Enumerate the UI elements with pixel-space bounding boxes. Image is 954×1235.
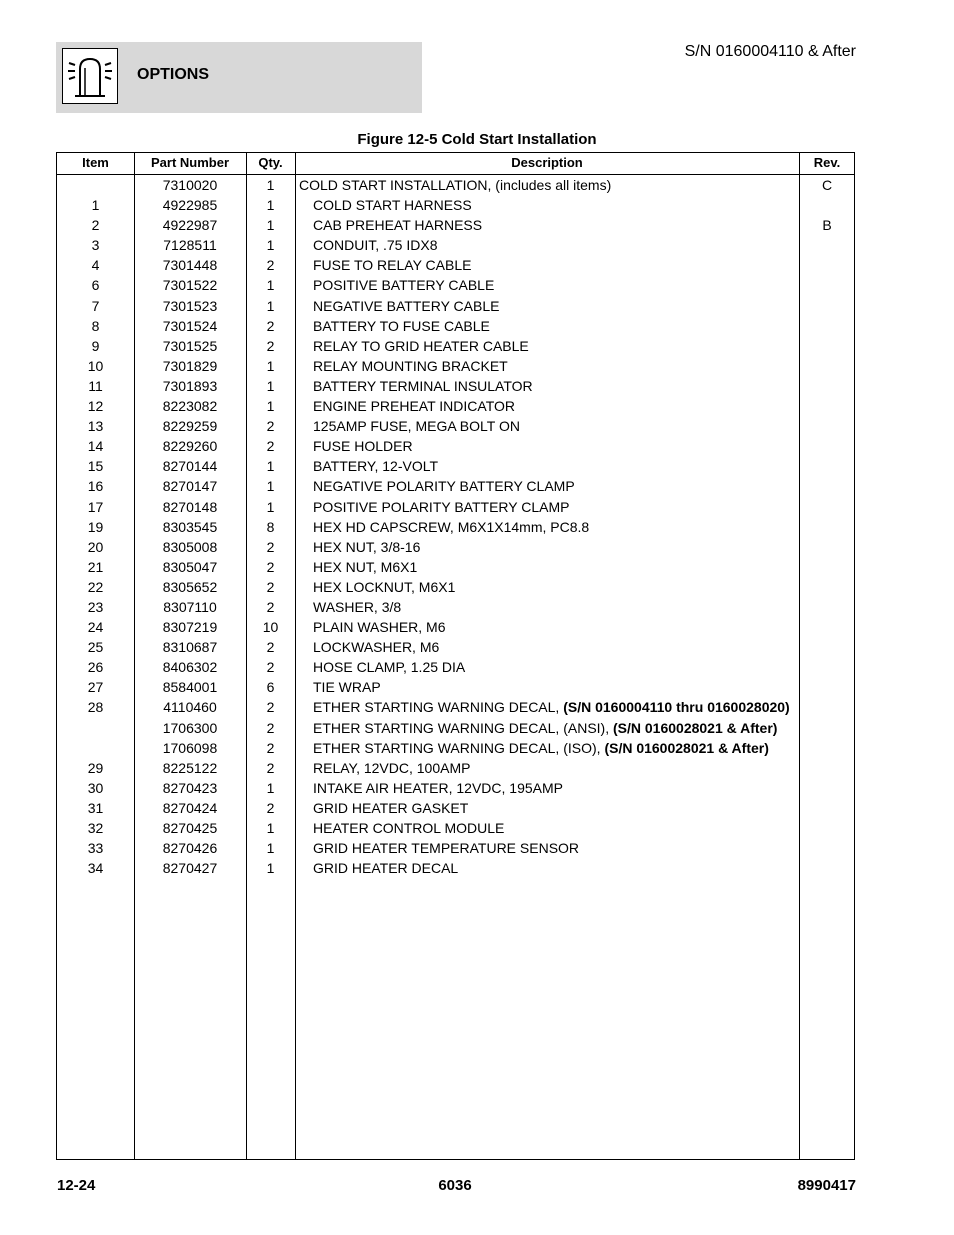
description-text: FUSE HOLDER — [313, 438, 413, 455]
description-cell — [313, 659, 465, 675]
table-row — [57, 819, 854, 839]
table-row — [57, 337, 854, 357]
description-text: COLD START INSTALLATION, (includes all items) — [299, 177, 612, 193]
qty-cell: 2 — [266, 659, 275, 676]
part-number-cell: 7301522 — [162, 277, 218, 294]
description-text: RELAY MOUNTING BRACKET — [313, 357, 508, 374]
qty-cell: 2 — [266, 578, 275, 595]
description-text: NEGATIVE BATTERY CABLE — [313, 297, 500, 314]
item-cell: 27 — [87, 679, 104, 696]
description-text: HOSE CLAMP, 1.25 DIA — [313, 659, 466, 676]
part-number-cell: 7310020 — [162, 177, 218, 193]
description-cell — [313, 217, 482, 233]
description-cell — [313, 679, 381, 695]
description-text: RELAY TO GRID HEATER CABLE — [313, 337, 529, 354]
table-row — [57, 457, 854, 477]
part-number-cell: 8584001 — [162, 679, 218, 696]
part-number-cell: 8270423 — [162, 779, 218, 796]
description-cell — [313, 860, 458, 876]
part-number-cell: 8307219 — [162, 619, 218, 636]
qty-cell: 1 — [266, 458, 275, 475]
table-body — [57, 176, 854, 879]
description-cell — [313, 438, 413, 454]
item-cell: 34 — [87, 860, 104, 877]
description-text: GRID HEATER DECAL — [313, 860, 459, 877]
item-cell: 24 — [87, 619, 104, 636]
item-cell: 32 — [87, 820, 104, 836]
qty-cell: 2 — [266, 739, 275, 756]
description-cell — [313, 338, 529, 354]
serial-range-note: (S/N 0160004110 thru 0160028020) — [563, 699, 790, 716]
table-row — [57, 799, 854, 819]
part-number-cell: 8270147 — [162, 478, 218, 495]
qty-cell: 8 — [266, 518, 275, 535]
column-header-item: Item — [82, 155, 109, 170]
column-header-description: Description — [511, 155, 583, 170]
table-row — [57, 739, 854, 759]
part-number-cell: 8229259 — [162, 418, 218, 435]
table-row — [57, 176, 854, 196]
description-cell — [313, 720, 777, 736]
description-text: 125AMP FUSE, MEGA BOLT ON — [313, 418, 520, 435]
column-header-qty: Qty. — [258, 155, 283, 170]
part-number-cell: 8270424 — [162, 799, 218, 816]
table-row — [57, 377, 854, 397]
description-text: INTAKE AIR HEATER, 12VDC, 195AMP — [313, 779, 564, 796]
serial-note: S/N 0160004110 & After — [684, 43, 856, 60]
description-text: LOCKWASHER, M6 — [313, 639, 440, 656]
table-row — [57, 618, 854, 638]
part-number-cell: 8223082 — [162, 398, 218, 415]
item-cell: 7 — [91, 297, 100, 314]
part-number-cell: 7301524 — [162, 317, 218, 334]
part-number-cell: 7128511 — [163, 237, 217, 254]
part-number-cell: 4110460 — [163, 699, 217, 716]
serial-range-note: (S/N 0160028021 & After) — [604, 739, 769, 756]
description-cell — [313, 257, 471, 273]
item-cell: 1 — [91, 197, 100, 214]
footer-page-number: 12-24 — [57, 1177, 96, 1194]
description-text: POSITIVE BATTERY CABLE — [313, 277, 495, 294]
description-cell — [313, 760, 470, 776]
item-cell: 2 — [91, 217, 100, 234]
footer-model: 6036 — [438, 1177, 472, 1194]
part-number-cell: 8225122 — [162, 759, 218, 776]
qty-cell: 1 — [266, 860, 275, 877]
column-header-part-number: Part Number — [150, 155, 230, 170]
item-cell: 9 — [91, 337, 100, 354]
description-cell — [313, 639, 439, 655]
item-cell: 17 — [87, 498, 104, 515]
qty-cell: 2 — [266, 598, 275, 615]
description-text: HEX NUT, M6X1 — [313, 558, 418, 575]
description-text: HEX LOCKNUT, M6X1 — [313, 578, 456, 595]
qty-cell: 1 — [266, 779, 275, 796]
table-row — [57, 236, 854, 256]
part-number-cell: 8305047 — [162, 558, 218, 575]
description-cell — [313, 318, 490, 334]
qty-cell: 1 — [266, 177, 275, 193]
table-row — [57, 297, 854, 317]
description-text: PLAIN WASHER, M6 — [313, 619, 446, 636]
table-row — [57, 437, 854, 457]
table-row — [57, 638, 854, 658]
qty-cell: 2 — [266, 418, 275, 435]
description-cell — [313, 740, 769, 756]
part-number-cell: 8270144 — [162, 458, 218, 475]
part-number-cell: 7301525 — [162, 337, 218, 354]
description-text: COLD START HARNESS — [313, 197, 472, 214]
description-text: BATTERY, 12-VOLT — [313, 458, 439, 475]
qty-cell: 2 — [266, 337, 275, 354]
item-cell: 21 — [87, 558, 104, 575]
description-text: HEATER CONTROL MODULE — [313, 820, 505, 836]
item-cell: 20 — [87, 538, 104, 555]
item-cell: 33 — [87, 840, 104, 857]
table-row — [57, 397, 854, 417]
description-cell — [313, 298, 499, 314]
table-row — [57, 357, 854, 377]
qty-cell: 2 — [266, 438, 275, 455]
table-row — [57, 839, 854, 859]
description-text: FUSE TO RELAY CABLE — [313, 257, 472, 274]
item-cell: 8 — [91, 317, 100, 334]
part-number-cell: 8270148 — [162, 498, 218, 515]
description-text: WASHER, 3/8 — [313, 598, 402, 615]
description-cell — [313, 478, 575, 494]
qty-cell: 1 — [266, 498, 275, 515]
part-number-cell: 8229260 — [162, 438, 218, 455]
table-row — [57, 216, 854, 236]
footer-manual-number: 8990417 — [797, 1177, 856, 1194]
part-number-cell: 8307110 — [163, 598, 217, 615]
qty-cell: 2 — [266, 719, 275, 736]
item-cell: 16 — [87, 478, 104, 495]
description-text: CONDUIT, .75 IDX8 — [313, 237, 438, 254]
description-cell — [313, 277, 494, 293]
description-cell — [299, 177, 611, 193]
header-divider — [57, 174, 854, 175]
item-cell: 31 — [87, 799, 104, 816]
qty-cell: 1 — [266, 277, 275, 294]
qty-cell: 10 — [262, 619, 279, 636]
description-text: ETHER STARTING WARNING DECAL, (ISO), — [313, 739, 605, 756]
part-number-cell: 1706300 — [162, 719, 218, 736]
item-cell: 12 — [87, 398, 104, 415]
part-number-cell: 8305008 — [162, 538, 218, 555]
item-cell: 14 — [87, 438, 104, 455]
rev-cell: C — [821, 177, 833, 193]
item-cell: 4 — [91, 257, 100, 274]
item-cell: 22 — [87, 578, 104, 595]
item-cell: 13 — [87, 418, 104, 435]
description-cell — [313, 499, 569, 515]
part-number-cell: 8270425 — [162, 820, 218, 836]
description-text: RELAY, 12VDC, 100AMP — [313, 759, 471, 776]
description-text: GRID HEATER TEMPERATURE SENSOR — [313, 840, 580, 857]
table-row — [57, 498, 854, 518]
part-number-cell: 4922985 — [162, 197, 218, 214]
qty-cell: 2 — [266, 759, 275, 776]
description-cell — [313, 418, 520, 434]
description-text: ENGINE PREHEAT INDICATOR — [313, 398, 515, 415]
part-number-cell: 4922987 — [162, 217, 218, 234]
description-cell — [313, 559, 417, 575]
description-cell — [313, 820, 504, 836]
description-cell — [313, 800, 468, 816]
serial-range-note: (S/N 0160028021 & After) — [613, 719, 778, 736]
qty-cell: 1 — [266, 478, 275, 495]
description-text: CAB PREHEAT HARNESS — [313, 217, 483, 234]
table-row — [57, 759, 854, 779]
qty-cell: 2 — [266, 558, 275, 575]
item-cell: 25 — [87, 639, 104, 656]
qty-cell: 6 — [266, 679, 275, 696]
description-cell — [313, 519, 589, 535]
rev-cell: B — [822, 217, 832, 234]
part-number-cell: 8406302 — [162, 659, 218, 676]
column-header-rev: Rev. — [813, 155, 841, 170]
item-cell: 26 — [87, 659, 104, 676]
table-row — [57, 276, 854, 296]
description-text: ETHER STARTING WARNING DECAL, (ANSI), — [313, 719, 613, 736]
description-cell — [313, 699, 790, 715]
item-cell: 6 — [91, 277, 100, 294]
table-row — [57, 719, 854, 739]
part-number-cell: 8270427 — [162, 860, 218, 877]
table-row — [57, 698, 854, 718]
qty-cell: 1 — [266, 297, 275, 314]
description-text: NEGATIVE POLARITY BATTERY CLAMP — [313, 478, 575, 495]
qty-cell: 1 — [266, 237, 275, 254]
description-cell — [313, 197, 472, 213]
description-cell — [313, 398, 515, 414]
part-number-cell: 8303545 — [162, 518, 218, 535]
table-row — [57, 598, 854, 618]
table-row — [57, 658, 854, 678]
qty-cell: 2 — [266, 538, 275, 555]
qty-cell: 2 — [266, 317, 275, 334]
description-text: POSITIVE POLARITY BATTERY CLAMP — [313, 498, 570, 515]
qty-cell: 1 — [266, 197, 275, 214]
figure-title: Figure 12-5 Cold Start Installation — [357, 131, 597, 148]
options-beacon-icon — [62, 48, 118, 104]
part-number-cell: 8310687 — [162, 639, 218, 656]
part-number-cell: 7301523 — [162, 297, 218, 314]
description-cell — [313, 237, 437, 253]
item-cell: 30 — [87, 779, 104, 796]
item-cell: 15 — [87, 458, 104, 475]
parts-table — [56, 152, 855, 1160]
item-cell: 19 — [87, 518, 104, 535]
part-number-cell: 8270426 — [162, 840, 218, 857]
item-cell: 23 — [87, 598, 104, 615]
qty-cell: 2 — [266, 639, 275, 656]
table-row — [57, 256, 854, 276]
description-cell — [313, 840, 579, 856]
table-row — [57, 678, 854, 698]
description-cell — [313, 619, 446, 635]
qty-cell: 1 — [266, 398, 275, 415]
item-cell: 29 — [87, 759, 104, 776]
description-cell — [313, 599, 401, 615]
table-row — [57, 317, 854, 337]
description-cell — [313, 579, 455, 595]
description-text: BATTERY TERMINAL INSULATOR — [313, 377, 533, 394]
qty-cell: 1 — [266, 840, 275, 857]
table-row — [57, 578, 854, 598]
qty-cell: 1 — [266, 820, 275, 836]
description-cell — [313, 378, 533, 394]
description-text: HEX NUT, 3/8-16 — [313, 538, 421, 555]
table-row — [57, 477, 854, 497]
table-row — [57, 196, 854, 216]
qty-cell: 1 — [266, 217, 275, 234]
item-cell: 10 — [87, 357, 104, 374]
description-cell — [313, 539, 420, 555]
description-text: GRID HEATER GASKET — [313, 799, 469, 816]
table-row — [57, 538, 854, 558]
item-cell: 11 — [88, 377, 103, 394]
description-text: HEX HD CAPSCREW, M6X1X14mm, PC8.8 — [313, 518, 590, 535]
part-number-cell: 7301448 — [162, 257, 218, 274]
description-cell — [313, 458, 438, 474]
description-cell — [313, 780, 563, 796]
section-header — [56, 42, 422, 113]
description-text: TIE WRAP — [313, 679, 381, 696]
description-text: BATTERY TO FUSE CABLE — [313, 317, 490, 334]
part-number-cell: 8305652 — [162, 578, 218, 595]
qty-cell: 2 — [266, 699, 275, 716]
table-row — [57, 779, 854, 799]
description-text: ETHER STARTING WARNING DECAL, — [313, 699, 564, 716]
qty-cell: 2 — [266, 799, 275, 816]
qty-cell: 1 — [266, 357, 275, 374]
table-row — [57, 417, 854, 437]
table-row — [57, 518, 854, 538]
qty-cell: 2 — [266, 257, 275, 274]
qty-cell: 1 — [266, 377, 275, 394]
item-cell: 28 — [87, 699, 104, 716]
table-row — [57, 859, 854, 879]
part-number-cell: 1706098 — [162, 739, 218, 756]
part-number-cell: 7301893 — [162, 377, 218, 394]
description-cell — [313, 358, 508, 374]
part-number-cell: 7301829 — [162, 357, 218, 374]
item-cell: 3 — [91, 237, 100, 254]
table-row — [57, 558, 854, 578]
section-title: OPTIONS — [137, 66, 210, 83]
